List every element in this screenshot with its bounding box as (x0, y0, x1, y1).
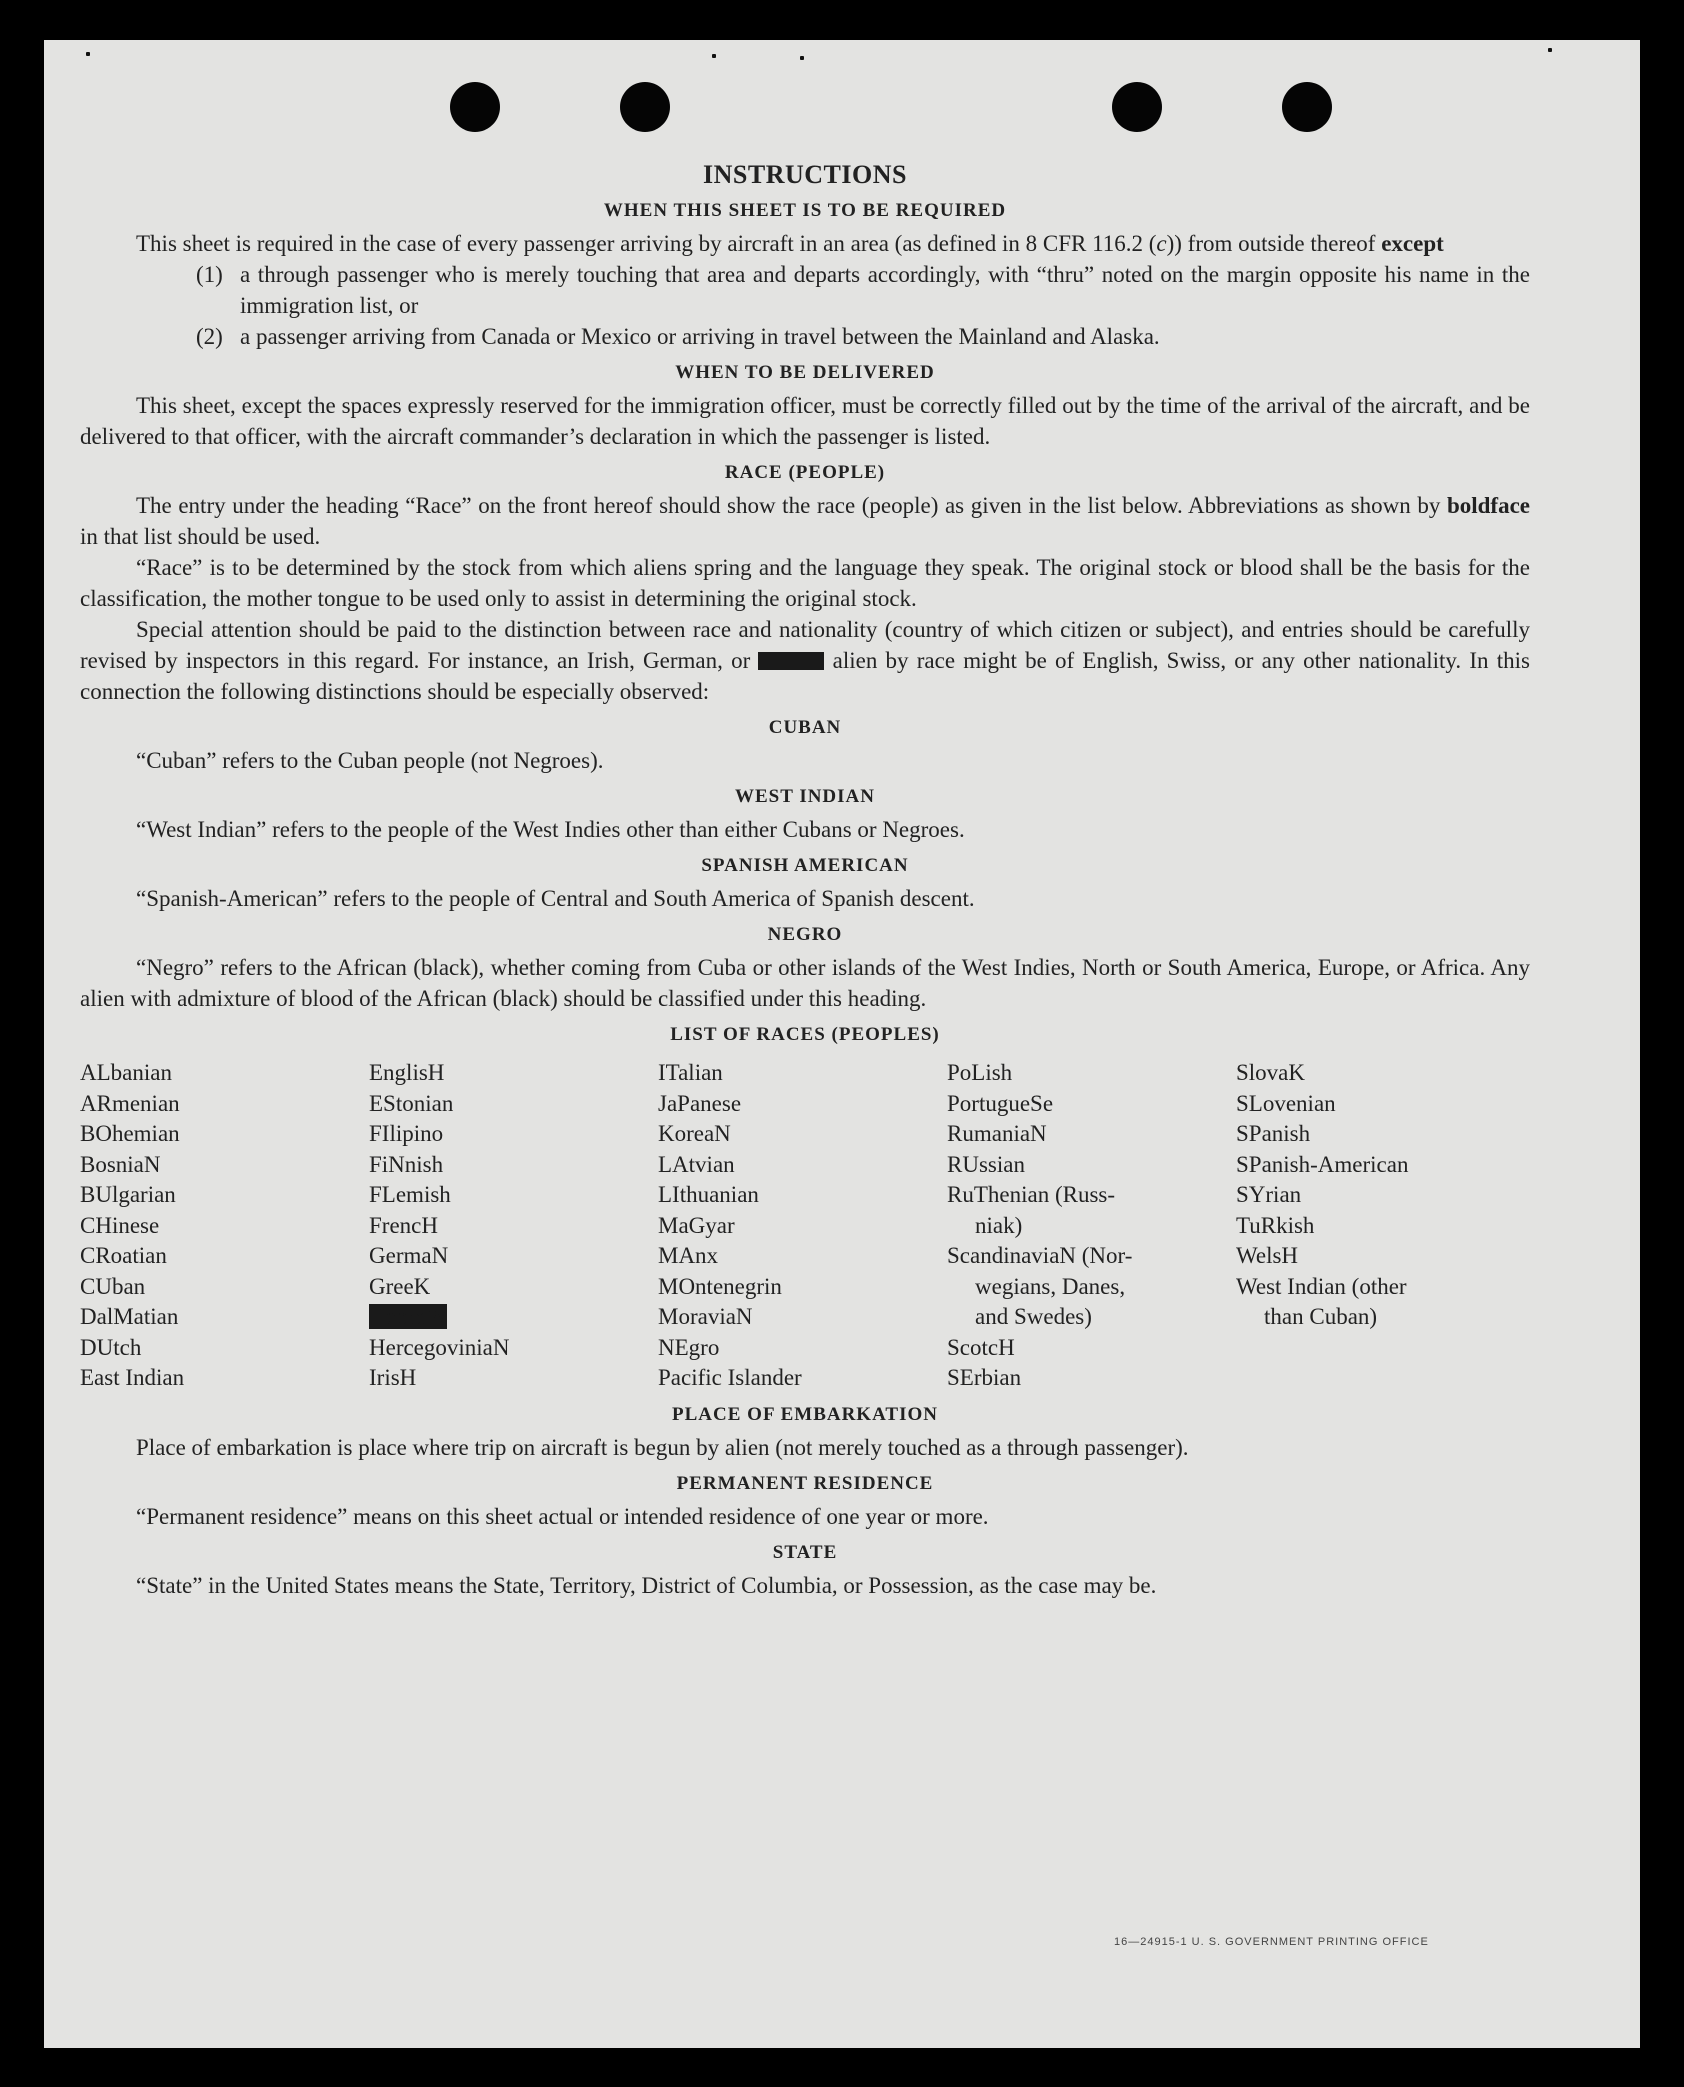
heading-residence: PERMANENT RESIDENCE (676, 1472, 934, 1494)
speck (800, 56, 804, 60)
required-intro: This sheet is required in the case of every passenger arriving by aircraft in an area (as defined in 8 CFR 116.2 (c)) from outside thereof except (136, 231, 1444, 256)
race-entry: EnglisH (369, 1060, 445, 1085)
speck (86, 52, 90, 56)
race-entry: IrisH (369, 1365, 417, 1390)
race-entry: RUssian (947, 1151, 1025, 1177)
speck (712, 54, 716, 58)
race-entry-continuation: than Cuban) (1264, 1304, 1378, 1329)
cuban-text: “Cuban” refers to the Cuban people (not Negroes). (136, 748, 604, 773)
west-indian-text: “West Indian” refers to the people of the West Indies other than either Cubans or Negroes. (136, 817, 965, 842)
race-entry: CRoatian (80, 1243, 167, 1268)
embarkation-text: Place of embarkation is place where trip on aircraft is begun by alien (not merely touched as a through passenger). (136, 1434, 1189, 1460)
race-entry: BUlgarian (80, 1182, 176, 1207)
race-entry: GermaN (369, 1243, 449, 1268)
races-column (1236, 1058, 1496, 1394)
race-entry: CHinese (80, 1212, 160, 1238)
race-paragraph: The entry under the heading “Race” on the front hereof should show the race (people) as given in the list below. Abbreviations as shown by boldface in that list should be used. (80, 493, 1530, 549)
race-entry: RuThenian (Russ- (947, 1182, 1116, 1207)
race-entry: TuRkish (1236, 1212, 1315, 1238)
race-entry: ARmenian (80, 1090, 180, 1116)
race-entry: MoraviaN (658, 1304, 753, 1329)
race-entry: DalMatian (80, 1304, 179, 1329)
races-column (80, 1058, 369, 1394)
race-entry: BOhemian (80, 1121, 180, 1146)
race-entry: SErbian (947, 1365, 1022, 1390)
race-entry: JaPanese (658, 1090, 742, 1116)
page-title: INSTRUCTIONS (703, 160, 907, 189)
race-entry: HercegoviniaN (369, 1334, 510, 1360)
state-text: “State” in the United States means the State, Territory, District of Columbia, or Possession, as the case may be. (136, 1572, 1157, 1598)
race-entry: WelsH (1236, 1243, 1299, 1268)
race-entry: EStonian (369, 1090, 454, 1116)
race-entry: West Indian (other (1236, 1273, 1407, 1299)
race-entry: LAtvian (658, 1151, 735, 1177)
heading-list-of-races: LIST OF RACES (PEOPLES) (670, 1024, 940, 1045)
punch-hole (450, 82, 500, 132)
race-entry-struck: HebreW (369, 1304, 447, 1329)
heading-state: STATE (772, 1541, 838, 1563)
races-list (80, 1058, 1530, 1394)
race-entry: LIthuanian (658, 1182, 759, 1207)
race-entry: CUban (80, 1273, 146, 1299)
document-sheet (44, 40, 1640, 2048)
race-entry: SPanish-American (1236, 1151, 1409, 1177)
race-entry: ScotcH (947, 1334, 1015, 1360)
races-column (369, 1058, 658, 1394)
race-entry: ALbanian (80, 1060, 172, 1085)
heading-race: RACE (PEOPLE) (724, 462, 886, 483)
race-entry: KoreaN (658, 1121, 731, 1146)
race-entry-continuation: niak) (975, 1212, 1023, 1238)
race-entry: FLemish (369, 1182, 451, 1207)
race-entry: MOntenegrin (658, 1273, 782, 1299)
heading-cuban: CUBAN (768, 717, 842, 738)
race-entry: SPanish (1236, 1121, 1311, 1146)
delivered-text: This sheet, except the spaces expressly reserved for the immigration officer, must be correctly filled out by the time of the arrival of the aircraft, and be delivered to that officer, with the aircraft commander’s declaration in which the passenger is listed. (80, 393, 1530, 449)
punch-hole (620, 82, 670, 132)
race-entry: PoLish (947, 1060, 1013, 1085)
race-entry: FrencH (369, 1212, 438, 1238)
heading-required: WHEN THIS SHEET IS TO BE REQUIRED (603, 200, 1007, 221)
race-entry: SLovenian (1236, 1090, 1336, 1116)
printing-office-code: 16—24915-1 U. S. GOVERNMENT PRINTING OFFICE (1114, 1936, 1429, 1948)
heading-negro: NEGRO (767, 924, 843, 945)
race-entry: ITalian (658, 1060, 723, 1085)
punch-hole (1112, 82, 1162, 132)
race-entry: MaGyar (658, 1212, 735, 1238)
race-entry: Pacific Islander (658, 1365, 802, 1390)
punch-hole (1282, 82, 1332, 132)
race-entry: ScandinaviaN (Nor- (947, 1243, 1133, 1268)
race-entry: FIlipino (369, 1121, 444, 1146)
heading-spanish-american: SPANISH AMERICAN (701, 855, 909, 876)
race-entry: SlovaK (1236, 1060, 1305, 1085)
heading-delivered: WHEN TO BE DELIVERED (675, 362, 935, 383)
race-entry: RumaniaN (947, 1121, 1047, 1146)
race-paragraph: “Race” is to be determined by the stock from which aliens spring and the language they speak. The original stock or blood shall be the basis for the classification, the mother tongue to be used only to assist in determining the original stock. (80, 555, 1530, 611)
race-entry: PortugueSe (947, 1090, 1054, 1116)
race-entry: MAnx (658, 1243, 719, 1268)
race-entry: BosniaN (80, 1151, 161, 1177)
instructions-content (80, 160, 1530, 1601)
heading-west-indian: WEST INDIAN (735, 786, 875, 807)
race-entry-continuation: wegians, Danes, (975, 1273, 1126, 1299)
race-entry-continuation: and Swedes) (975, 1304, 1092, 1329)
negro-text: “Negro” refers to the African (black), whether coming from Cuba or other islands of the West Indies, North or South America, Europe, or Africa. Any alien with admixture of blood of the African (black) should be classified under this heading. (80, 955, 1530, 1011)
race-paragraph: Special attention should be paid to the distinction between race and nationality (country of which citizen or subject), and entries should be carefully revised by inspectors in this regard. For instance, an Irish, German, or alien by race might be of English, Swiss, or any other nationality. In this connection the following distinctions should be especially observed: (80, 617, 1530, 704)
races-column (658, 1058, 947, 1394)
spanish-american-text: “Spanish-American” refers to the people of Central and South America of Spanish descent. (136, 886, 975, 911)
heading-embarkation: PLACE OF EMBARKATION (672, 1403, 938, 1425)
race-entry: East Indian (80, 1365, 185, 1390)
race-entry: FiNnish (369, 1151, 444, 1177)
residence-text: “Permanent residence” means on this sheet actual or intended residence of one year or more. (136, 1503, 989, 1529)
race-entry: DUtch (80, 1334, 142, 1360)
exception-item: (1) a through passenger who is merely touching that area and departs accordingly, with “thru” noted on the margin opposite his name in the immigration list, or (196, 262, 1530, 318)
redaction-mark (758, 652, 824, 670)
race-entry: NEgro (658, 1334, 720, 1360)
race-entry: SYrian (1236, 1182, 1302, 1207)
races-column (947, 1058, 1236, 1394)
race-entry: GreeK (369, 1273, 431, 1299)
speck (1548, 48, 1552, 52)
exception-item: (2) a passenger arriving from Canada or Mexico or arriving in travel between the Mainland and Alaska. (196, 324, 1160, 349)
